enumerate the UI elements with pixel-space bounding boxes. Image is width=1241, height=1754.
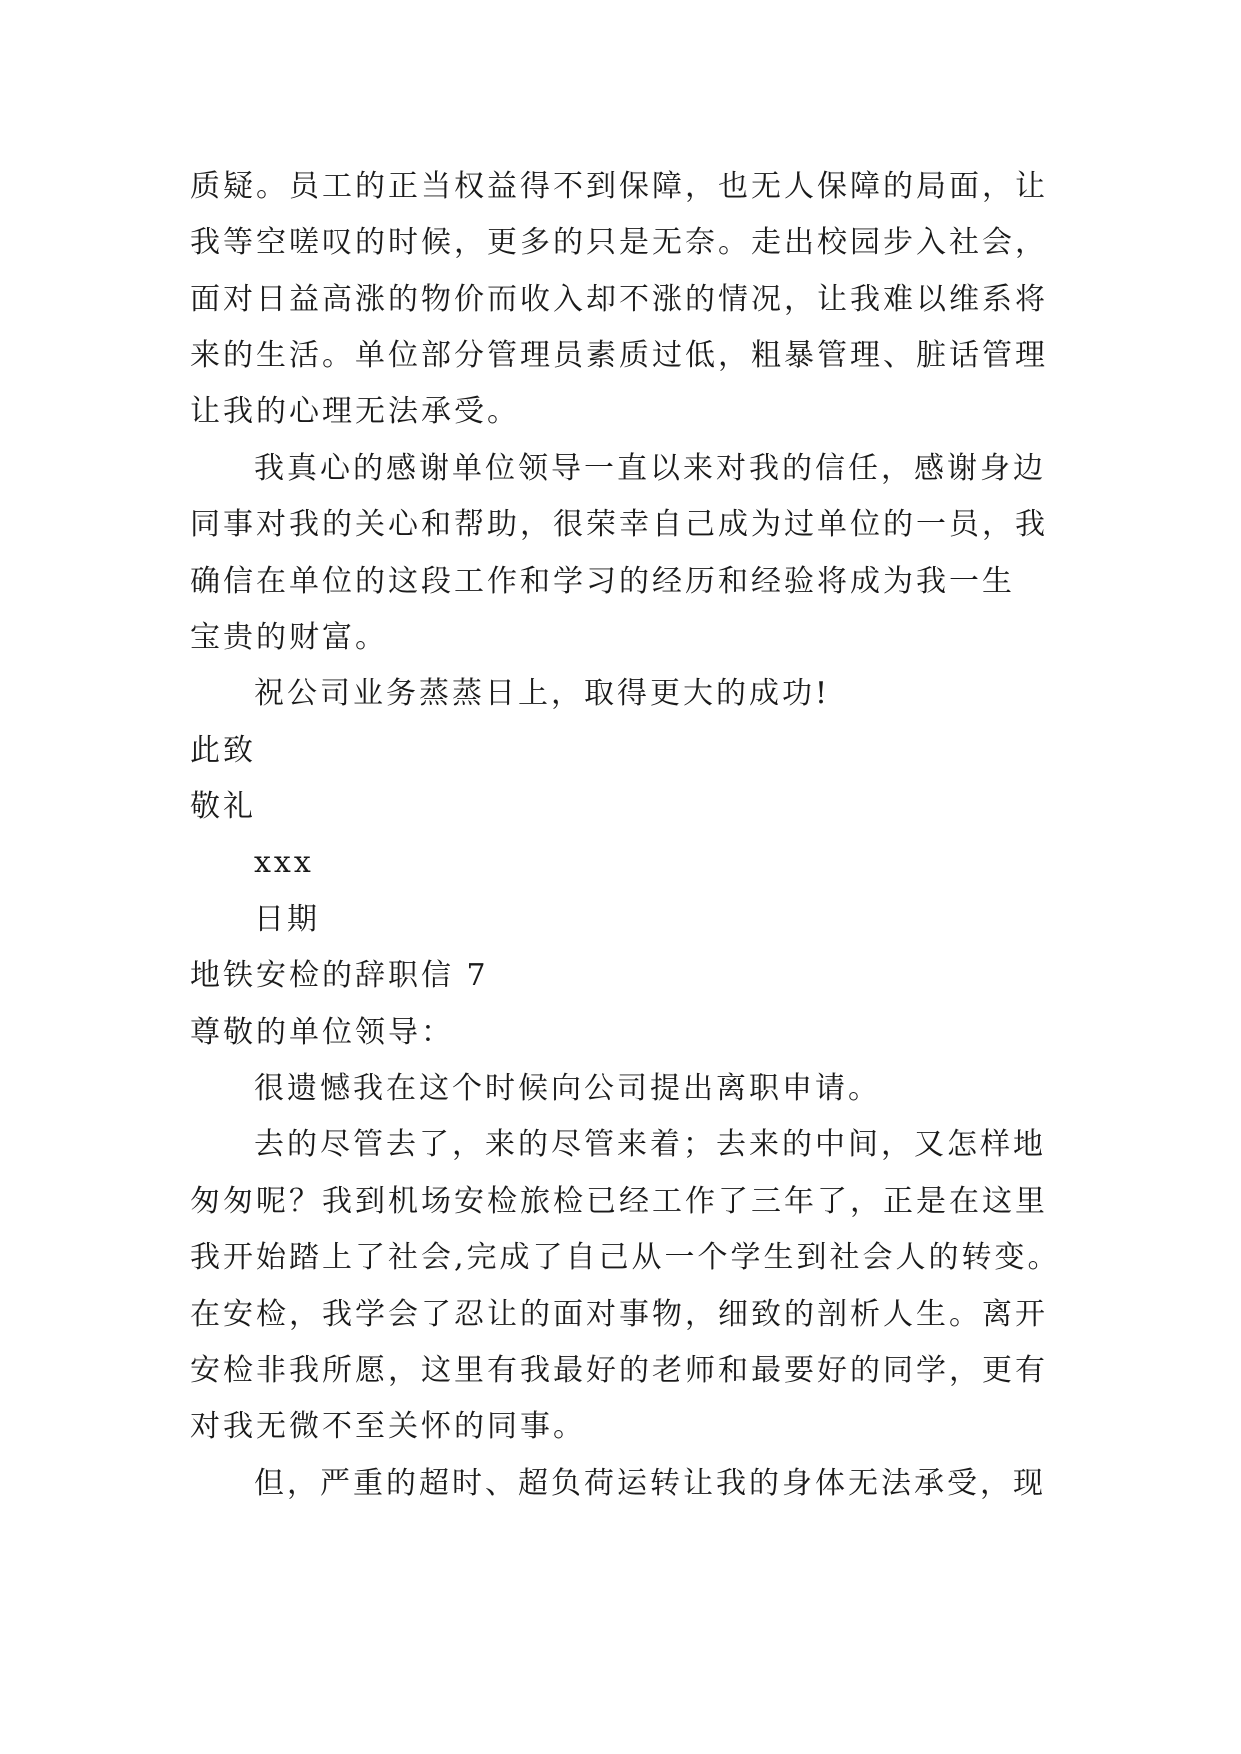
text-line: 同事对我的关心和帮助，很荣幸自己成为过单位的一员，我 xyxy=(190,507,1048,542)
text-line: 面对日益高涨的物价而收入却不涨的情况，让我难以维系将 xyxy=(190,282,1048,317)
text-line: 安检非我所愿，这里有我最好的老师和最要好的同学，更有 xyxy=(190,1353,1048,1388)
closing-salutation: 敬礼 xyxy=(190,789,256,824)
greeting: 尊敬的单位领导： xyxy=(190,1015,454,1050)
text-line: 在安检，我学会了忍让的面对事物，细致的剖析人生。离开 xyxy=(190,1297,1048,1332)
text-line: 对我无微不至关怀的同事。 xyxy=(190,1409,586,1444)
signature-name: xxx xyxy=(254,845,314,880)
text-line: 但，严重的超时、超负荷运转让我的身体无法承受，现 xyxy=(254,1466,1046,1501)
text-line: 我等空嗟叹的时候，更多的只是无奈。走出校园步入社会， xyxy=(190,225,1048,260)
text-line: 祝公司业务蒸蒸日上，取得更大的成功! xyxy=(254,676,831,711)
text-line: 我开始踏上了社会,完成了自己从一个学生到社会人的转变。 xyxy=(190,1240,1061,1275)
text-line: 确信在单位的这段工作和学习的经历和经验将成为我一生 xyxy=(190,564,1015,599)
text-line: 宝贵的财富。 xyxy=(190,620,388,655)
text-line: 匆匆呢？我到机场安检旅检已经工作了三年了，正是在这里 xyxy=(190,1184,1048,1219)
text-line: 我真心的感谢单位领导一直以来对我的信任，感谢身边 xyxy=(254,451,1046,486)
letter-title: 地铁安检的辞职信 7 xyxy=(190,958,489,993)
text-line: 来的生活。单位部分管理员素质过低，粗暴管理、脏话管理 xyxy=(190,338,1048,373)
signature-date: 日期 xyxy=(254,902,320,937)
closing-salutation: 此致 xyxy=(190,733,256,768)
text-line: 很遗憾我在这个时候向公司提出离职申请。 xyxy=(254,1071,881,1106)
text-line: 让我的心理无法承受。 xyxy=(190,394,520,429)
text-line: 质疑。员工的正当权益得不到保障，也无人保障的局面，让 xyxy=(190,169,1048,204)
text-line: 去的尽管去了，来的尽管来着；去来的中间，又怎样地 xyxy=(254,1127,1046,1162)
